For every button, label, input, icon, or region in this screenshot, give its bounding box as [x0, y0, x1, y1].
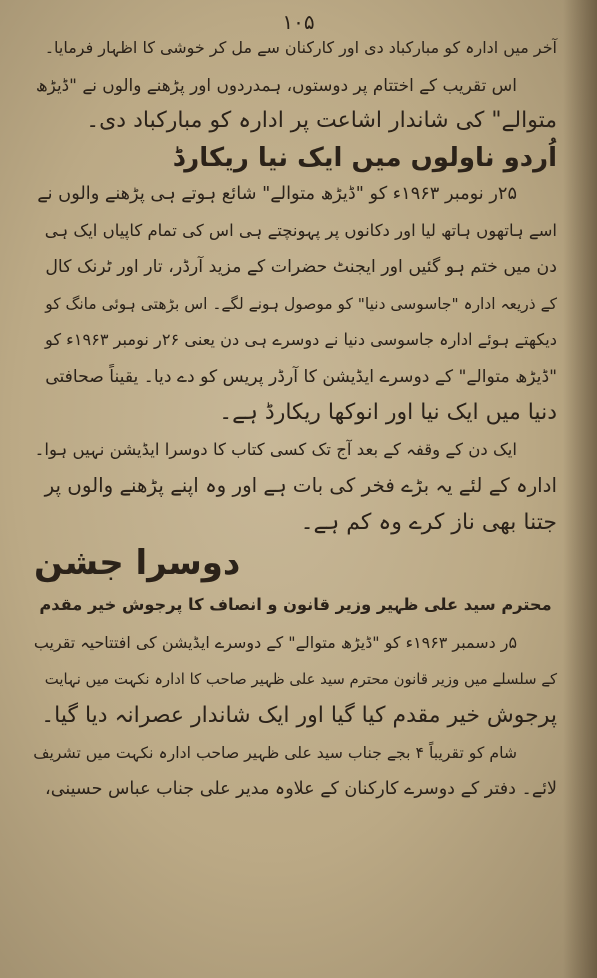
text-line: متوالے" کی شاندار اشاعت پر ادارہ کو مبارکباد دی۔	[86, 108, 557, 133]
text-line: ۲۵ر نومبر ۱۹۶۳ء کو "ڈیڑھ متوالے" شائع ہوتے ہی پڑھنے والوں نے	[37, 184, 517, 204]
text-line: شام کو تقریباً ۴ بجے جناب سید علی ظہیر صاحب ادارہ نکہت میں تشریف	[33, 742, 517, 762]
section-heading: اُردو ناولوں میں ایک نیا ریکارڈ	[172, 142, 557, 173]
text-line: ایک دن کے وقفہ کے بعد آج تک کسی کتاب کا دوسرا ایڈیشن نہیں ہوا۔	[34, 439, 517, 459]
text-line: پرجوش خیر مقدم کیا گیا اور ایک شاندار عصرانہ دیا گیا۔	[41, 703, 557, 728]
page-body	[34, 30, 557, 808]
text-line: آخر میں ادارہ کو مبارکباد دی اور کارکنان سے مل کر خوشی کا اظہار فرمایا۔	[44, 38, 557, 57]
binding-shadow	[563, 0, 597, 978]
section-heading-large: دوسرا جشن	[34, 543, 241, 583]
subsection-heading: محترم سید علی ظہیر وزیر قانون و انصاف کا پرجوش خیر مقدم	[39, 595, 552, 614]
text-line: ۵ر دسمبر ۱۹۶۳ء کو "ڈیڑھ متوالے" کے دوسرے ایڈیشن کی افتتاحیہ تقریب	[33, 633, 517, 652]
text-line: "ڈیڑھ متوالے" کے دوسرے ایڈیشن کا آرڈر پریس کو دے دیا۔ یقیناً صحافتی	[45, 366, 557, 387]
text-line: دنیا میں ایک نیا اور انوکھا ریکارڈ ہے۔	[219, 400, 557, 425]
text-line: اس تقریب کے اختتام پر دوستوں، ہمدردوں اور پڑھنے والوں نے "ڈیڑھ	[35, 74, 517, 95]
text-line: دن میں ختم ہو گئیں اور ایجنٹ حضرات کے مزید آرڈر، تار اور ٹرنک کال	[45, 257, 557, 277]
text-line: کے ذریعہ ادارہ "جاسوسی دنیا" کو موصول ہونے لگے۔ اس بڑھتی ہوئی مانگ کو	[45, 294, 557, 313]
text-line: کے سلسلے میں وزیر قانون محترم سید علی ظہیر صاحب کا ادارہ نکہت میں نہایت	[44, 670, 557, 688]
text-line: جتنا بھی ناز کرے وہ کم ہے۔	[300, 509, 557, 535]
text-line: اسے ہاتھوں ہاتھ لیا اور دکانوں پر پہونچتے ہی اس کی تمام کاپیاں ایک ہی	[44, 220, 557, 240]
text-line: ادارہ کے لئے یہ بڑے فخر کی بات ہے اور وہ اپنے پڑھنے والوں پر	[44, 474, 557, 497]
text-line: دیکھتے ہوئے ادارہ جاسوسی دنیا نے دوسرے ہی دن یعنی ۲۶ر نومبر ۱۹۶۳ء کو	[45, 330, 557, 349]
page-number: ۱۰۵	[282, 10, 315, 34]
text-line: لائے۔ دفتر کے دوسرے کارکنان کے علاوہ مدیر علی جناب عباس حسینی،	[45, 779, 557, 799]
